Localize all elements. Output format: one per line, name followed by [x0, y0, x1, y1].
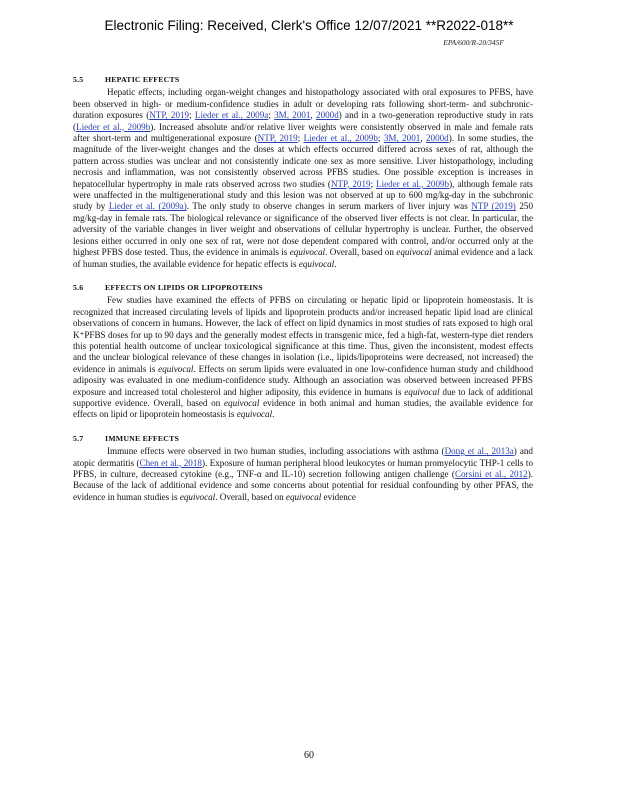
body-text: ), although female rats were unaffected in the multigenerational study and this lesion was not observed at up to 600 mg/kg-day in the subchronic study by	[73, 178, 533, 212]
body-text: ). Because of the lack of additional evidence and some concerns about potential for residual confounding by other PFAS, the evidence in human studies is	[73, 469, 533, 502]
citation-link[interactable]: 3M, 2001	[274, 110, 311, 121]
body-text: . Overall, based on	[215, 491, 286, 502]
citation-link[interactable]: NTP, 2019	[257, 133, 298, 144]
citation-link[interactable]: Lieder et al., 2009a	[194, 110, 269, 121]
body-text: animal evidence and a lack of human studies, the available evidence for hepatic effects is	[73, 247, 533, 269]
section-title: EFFECTS ON LIPIDS OR LIPOPROTEINS	[105, 282, 263, 292]
emphasis-text: equivocal	[179, 491, 216, 502]
body-text: Immune effects were observed in two human studies, including associations with asthma (	[107, 446, 445, 457]
body-text: ;	[268, 110, 275, 121]
citation-link[interactable]: Dong et al., 2013a	[444, 446, 514, 457]
body-text: ). In some studies, the magnitude of the liver-weight changes and the doses at which effects occurred differed across sexes of rat, although the pattern across studies was unclear and not consistently indicate one sex as more sensitive. Liver histopathology, including necrosis and inflammation, was not consistently observed across PFBS studies. One possible exception is increases in hepatocellular hypertrophy in male rats observed across two studies (	[73, 133, 533, 189]
citation-link[interactable]: Lieder et al., 2009b	[303, 133, 378, 144]
document-body	[73, 74, 533, 515]
citation-link[interactable]: 3M, 2001	[383, 133, 421, 144]
citation-link[interactable]: Lieder et al. (2009a)	[108, 201, 187, 212]
emphasis-text: equivocal	[285, 491, 322, 502]
section-title: HEPATIC EFFECTS	[105, 75, 180, 84]
body-text: due to lack of additional supportive evidence. Overall, based on	[73, 386, 533, 408]
body-text: Few studies have examined the effects of PFBS on circulating or hepatic lipid or lipoprotein homeostasis. It is recognized that increased circulating levels of lipids and lipoprotein products and/or increased hepatic lipid load are clinical observations of concern in humans. However, the lack of effect on lipid dynamics in most studies of rats exposed to high oral K⁺PFBS doses for up to 90 days and the generally modest effects in transgenic mice, fed a high-fat, western-type diet renders this potential health outcome of unclear toxicological significance at this time. Thus, given the inconsistent, modest effects and the unclear biological relevance of these changes in isolation (i.e., lipids/lipoproteins were decreased, not increased) the evidence in animals is	[73, 295, 533, 374]
body-text: .	[334, 258, 337, 269]
body-text: ;	[377, 133, 384, 144]
section-number: 5.6	[73, 282, 84, 292]
body-text: evidence	[321, 491, 356, 502]
emphasis-text: equivocal	[298, 258, 335, 269]
section-paragraph	[73, 295, 533, 420]
body-text: Hepatic effects, including organ-weight changes and histopathology associated with oral exposures to PFBS, have been observed in high- or medium-confidence studies in adult or developing rats following short-term- and subchronic-duration exposures (	[73, 87, 533, 121]
section-number: 5.7	[73, 433, 84, 443]
body-text: evidence in both animal and human studies, the available evidence for effects on lipid or lipoprotein homeostasis is	[73, 397, 533, 420]
emphasis-text: equivocal	[158, 363, 194, 374]
filing-header: Electronic Filing: Received, Clerk's Office 12/07/2021 **R2022-018**	[104, 18, 514, 33]
citation-link[interactable]: NTP, 2019	[330, 178, 371, 189]
section-heading	[73, 433, 533, 444]
body-text: ) and in a two-generation reproductive study in rats (	[73, 110, 533, 132]
body-text: . Effects on serum lipids were evaluated in one low-confidence human study and childhood adiposity was evaluated in one medium-confidence study. Although an association was observed between increased PFBS exposure and increased total cholesterol and higher adiposity, this evidence in humans is	[73, 363, 533, 397]
document-reference: EPA/600/R-20/345F	[443, 38, 504, 47]
body-text: ). Increased absolute and/or relative liver weights were consistently observed in male and female rats after short-term and multigenerational exposure (	[73, 121, 533, 144]
citation-link[interactable]: Chen et al., 2018	[139, 457, 202, 468]
section-heading	[73, 74, 533, 85]
body-text: . Overall, based on	[325, 247, 397, 258]
body-text: .	[272, 409, 275, 420]
body-text: ) and atopic dermatitis (	[73, 446, 533, 468]
citation-link[interactable]: NTP, 2019	[149, 110, 190, 121]
emphasis-text: equivocal	[236, 409, 273, 420]
emphasis-text: equivocal	[289, 247, 326, 258]
body-text: ;	[370, 178, 377, 189]
body-text: . The only study to observe changes in serum markers of liver injury was	[186, 201, 472, 212]
body-text: ;	[297, 133, 304, 144]
citation-link[interactable]: 2000d	[316, 110, 339, 121]
emphasis-text: equivocal	[224, 397, 260, 408]
section-title: IMMUNE EFFECTS	[105, 433, 180, 443]
section-number: 5.5	[73, 75, 84, 84]
body-text: ,	[310, 110, 317, 121]
section-heading	[73, 282, 533, 293]
body-text: ,	[420, 133, 426, 144]
body-text: 250 mg/kg-day in female rats. The biological relevance or significance of the observed liver effects is not clear. In particular, the adversity of the variable changes in liver weight and observations of cellular hypertrophy is unclear. Further, the observed lesions either occurred in only one sex of rat, were not dose dependent compared with control, and/or occurred only at the highest PFBS dose tested. Thus, the evidence in animals is	[73, 201, 533, 258]
section-paragraph	[73, 87, 533, 270]
body-text: ;	[189, 110, 195, 121]
citation-link[interactable]: Lieder et al., 2009b	[376, 178, 450, 189]
citation-link[interactable]: Lieder et al., 2009b	[76, 121, 151, 132]
page-number: 60	[304, 750, 314, 761]
citation-link[interactable]: 2000d	[425, 133, 449, 144]
emphasis-text: equivocal	[396, 247, 432, 258]
body-text: ). Exposure of human peripheral blood leukocytes or human promyelocytic THP-1 cells to PFBS, in culture, decreased cytokine (e.g., TNF-α and IL-10) secretion following antigen challenge (	[73, 457, 533, 479]
citation-link[interactable]: Corsini et al., 2012	[454, 469, 528, 479]
emphasis-text: equivocal	[404, 386, 440, 397]
section-paragraph	[73, 446, 533, 503]
citation-link[interactable]: NTP (2019)	[471, 201, 516, 212]
